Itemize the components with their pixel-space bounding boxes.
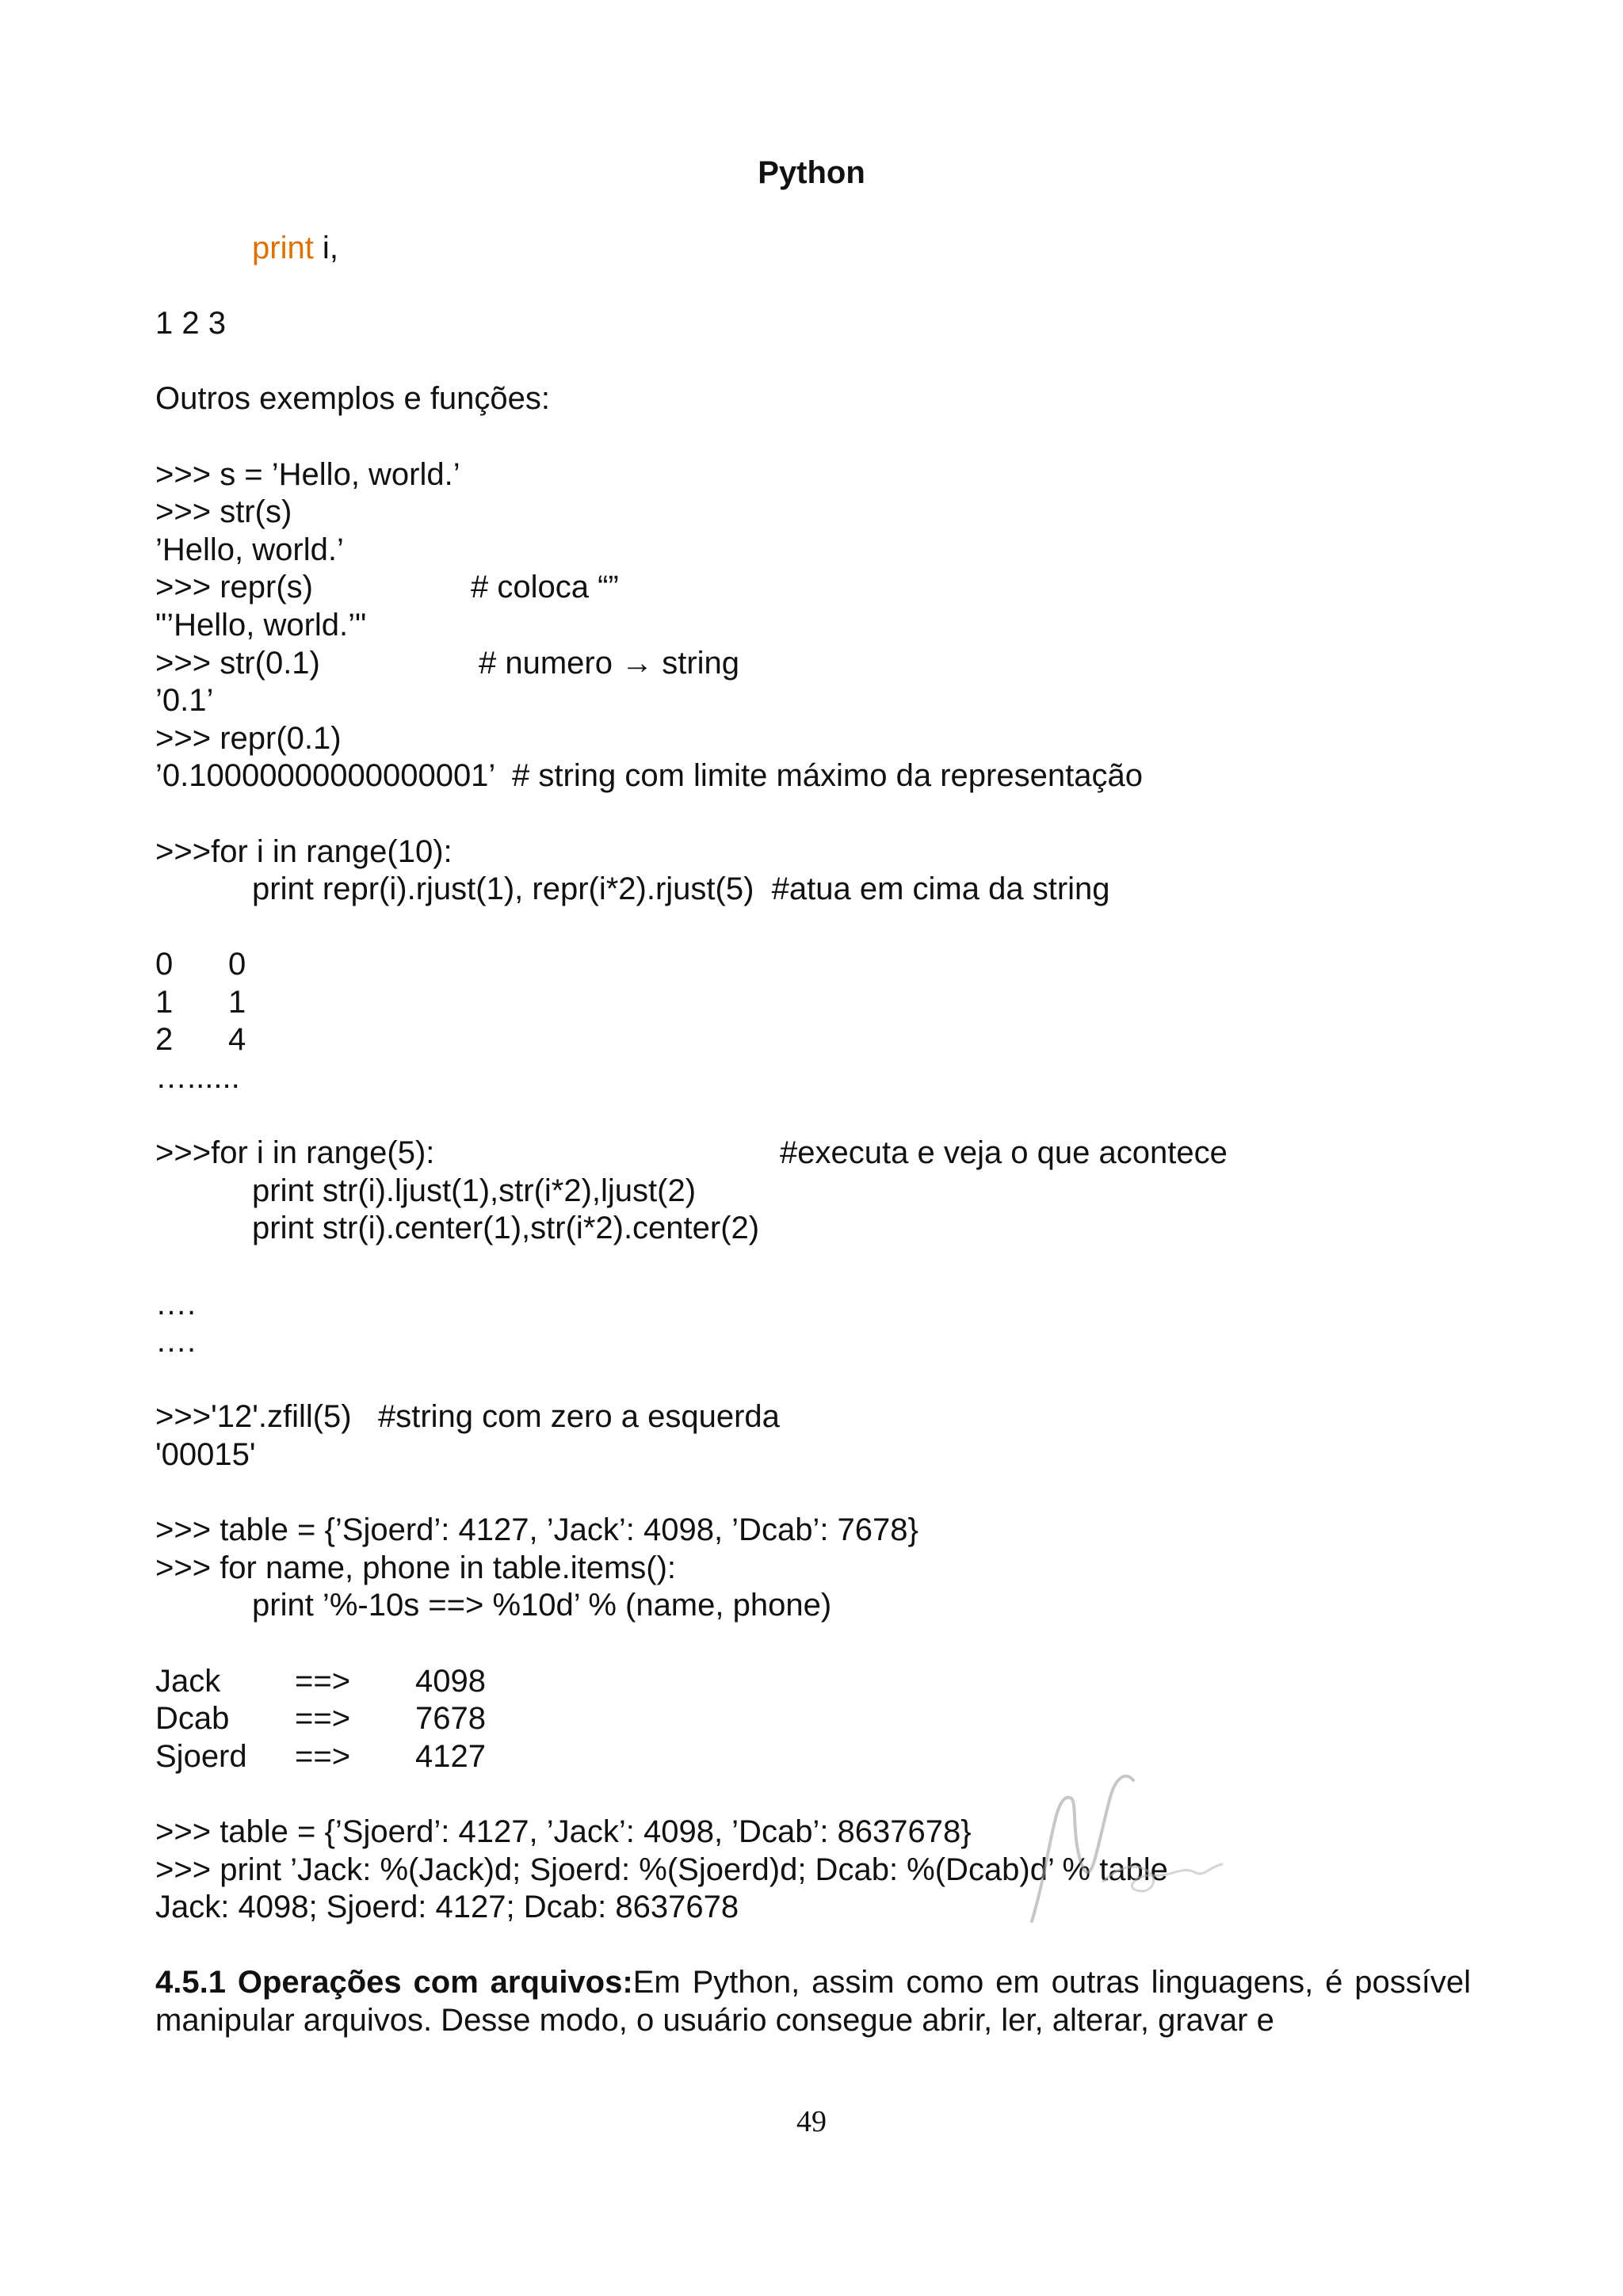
code-line: >>>for i in range(10): — [155, 833, 453, 869]
section-heading: 4.5.1 Operações com arquivos: — [155, 1965, 633, 2000]
output-cell: 0 — [228, 947, 246, 982]
output-cell: Sjoerd — [155, 1738, 247, 1774]
output-cell: 1 — [155, 984, 174, 1020]
ellipsis: …. — [155, 1286, 197, 1322]
code-line: >>>'12'.zfill(5) #string com zero a esquerda — [155, 1399, 780, 1435]
output-line: Jack: 4098; Sjoerd: 4127; Dcab: 8637678 — [155, 1890, 739, 1925]
code-line: >>> table = {’Sjoerd’: 4127, ’Jack’: 4098, ’Dcab’: 7678} — [155, 1512, 918, 1548]
document-body — [155, 230, 1471, 2040]
output-cell: 7678 — [415, 1701, 486, 1737]
page-title: Python — [758, 155, 865, 190]
page-number: 49 — [796, 2105, 827, 2138]
code-line — [155, 645, 1471, 683]
output-line: "’Hello, world.’" — [155, 607, 367, 643]
code-line: >>> s = ’Hello, world.’ — [155, 456, 460, 492]
print-keyword: print — [252, 231, 314, 265]
code-text: >>> repr(s) — [155, 570, 313, 605]
output-row — [155, 984, 1471, 1022]
output-line: ’0.1’ — [155, 683, 214, 719]
code-line: >>> repr(0.1) — [155, 720, 342, 756]
code-line — [155, 230, 1471, 268]
output-line: ’0.10000000000000001’ # string com limite máximo da representação — [155, 758, 1143, 794]
code-line: >>> print ’Jack: %(Jack)d; Sjoerd: %(Sjoerd)d; Dcab: %(Dcab)d’ % table — [155, 1852, 1168, 1887]
code-line — [155, 1135, 1471, 1173]
section-paragraph — [155, 1964, 1471, 2039]
output-line: 1 2 3 — [155, 306, 226, 341]
section-text: Em Python, assim como em outras linguagens, é possível manipular arquivos. Desse modo, o usuário consegue abrir, ler, alterar, gravar e — [155, 1965, 1471, 2038]
code-text: >>> str(0.1) — [155, 645, 320, 681]
code-line — [155, 569, 1471, 607]
code-text: >>>for i in range(5): — [155, 1135, 435, 1171]
output-cell: ==> — [295, 1738, 351, 1774]
output-row — [155, 946, 1471, 984]
output-cell: Jack — [155, 1663, 221, 1699]
output-row — [155, 1021, 1471, 1059]
output-row — [155, 1738, 1471, 1776]
code-line: print ’%-10s ==> %10d’ % (name, phone) — [252, 1588, 832, 1623]
code-comment: # coloca “” — [471, 570, 619, 605]
output-line: '00015' — [155, 1437, 256, 1472]
output-line: ’Hello, world.’ — [155, 532, 344, 567]
output-row — [155, 1700, 1471, 1738]
code-line: print str(i).ljust(1),str(i*2),ljust(2) — [252, 1173, 697, 1208]
code-line: >>> table = {’Sjoerd’: 4127, ’Jack’: 4098, ’Dcab’: 8637678} — [155, 1814, 972, 1849]
output-cell: 4098 — [415, 1663, 486, 1699]
code-comment: # numero → string — [479, 645, 740, 681]
output-cell: 4 — [228, 1022, 246, 1058]
output-cell: ==> — [295, 1663, 351, 1699]
output-cell: 4127 — [415, 1738, 486, 1774]
ellipsis: …...... — [155, 1060, 240, 1096]
output-cell: ==> — [295, 1701, 351, 1737]
code-line: >>> str(s) — [155, 494, 292, 530]
ellipsis: …. — [155, 1324, 197, 1360]
code-text: i, — [313, 231, 338, 265]
code-line: print str(i).center(1),str(i*2).center(2) — [252, 1211, 760, 1246]
code-line: print repr(i).rjust(1), repr(i*2).rjust(5) #atua em cima da string — [252, 871, 1110, 907]
output-cell: 0 — [155, 947, 174, 982]
code-line: >>> for name, phone in table.items(): — [155, 1550, 677, 1585]
signature-mark — [1000, 1763, 1238, 1945]
output-cell: 1 — [228, 984, 246, 1020]
output-row — [155, 1663, 1471, 1701]
code-comment: #executa e veja o que acontece — [780, 1135, 1228, 1171]
examples-heading: Outros exemplos e funções: — [155, 381, 551, 417]
output-cell: 2 — [155, 1022, 174, 1058]
output-cell: Dcab — [155, 1701, 230, 1737]
